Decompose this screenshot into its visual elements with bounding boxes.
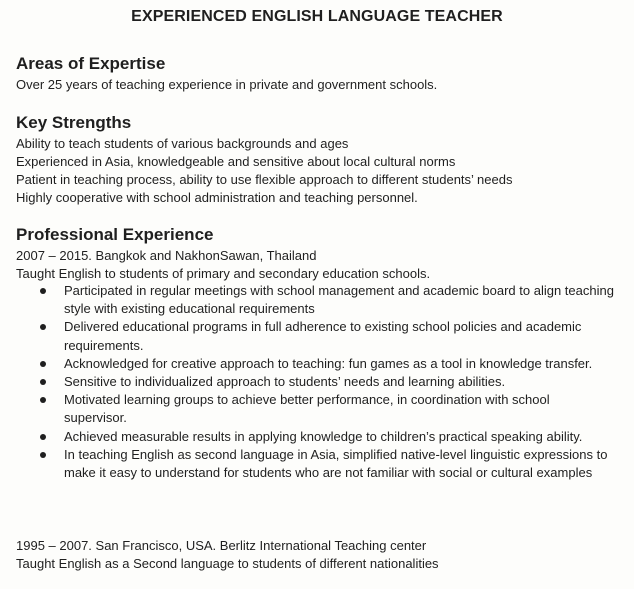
job1-bullet: Acknowledged for creative approach to teaching: fun games as a tool in knowledge transfer. xyxy=(0,355,634,373)
job2-period: 1995 – 2007. San Francisco, USA. Berlitz International Teaching center xyxy=(16,538,427,553)
job1-bullet-list xyxy=(0,282,634,482)
strength-item: Highly cooperative with school administration and teaching personnel. xyxy=(16,190,418,205)
job1-bullet: Delivered educational programs in full adherence to existing school policies and academic requirements. xyxy=(0,318,634,354)
job1-summary: Taught English to students of primary and secondary education schools. xyxy=(16,266,431,281)
experience-heading: Professional Experience xyxy=(16,225,214,244)
job1-bullet: In teaching English as second language in Asia, simplified native-level linguistic expressions to make it easy to understand for students who are not familiar with social or cultural examples xyxy=(0,446,634,482)
strengths-heading: Key Strengths xyxy=(16,113,132,132)
expertise-text: Over 25 years of teaching experience in private and government schools. xyxy=(16,77,438,92)
job1-bullet: Participated in regular meetings with school management and academic board to align teaching style with existing educational requirements xyxy=(0,282,634,318)
strength-item: Experienced in Asia, knowledgeable and sensitive about local cultural norms xyxy=(16,154,456,169)
resume-title: EXPERIENCED ENGLISH LANGUAGE TEACHER xyxy=(131,8,503,25)
strength-item: Patient in teaching process, ability to use flexible approach to different students’ needs xyxy=(16,172,513,187)
job1-bullet: Achieved measurable results in applying knowledge to children’s practical speaking ability. xyxy=(0,428,634,446)
job1-period: 2007 – 2015. Bangkok and NakhonSawan, Thailand xyxy=(16,248,317,263)
job2-summary: Taught English as a Second language to students of different nationalities xyxy=(16,556,439,571)
strength-item: Ability to teach students of various backgrounds and ages xyxy=(16,136,349,151)
expertise-heading: Areas of Expertise xyxy=(16,54,166,73)
job1-bullet: Sensitive to individualized approach to students’ needs and learning abilities. xyxy=(0,373,634,391)
job1-bullet: Motivated learning groups to achieve better performance, in coordination with school supervisor. xyxy=(0,391,634,427)
